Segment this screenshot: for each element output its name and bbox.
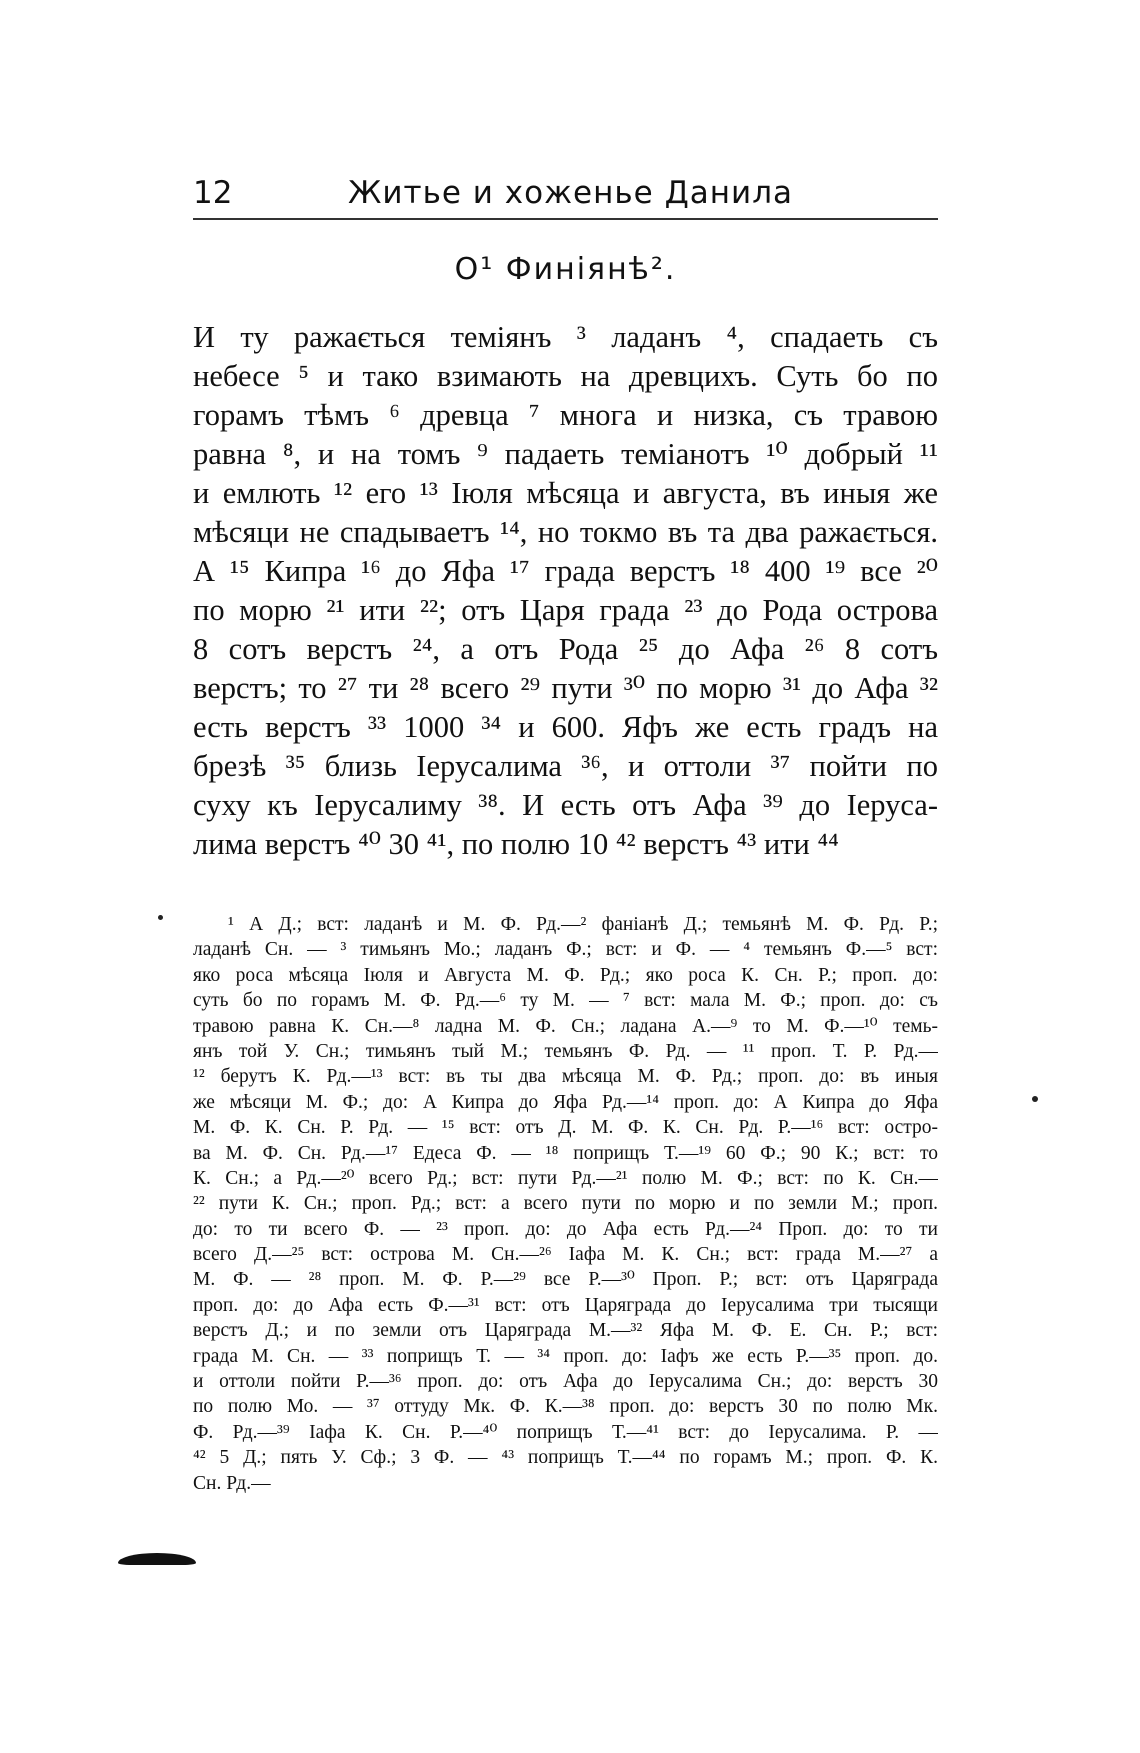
text-line: мѣсяци не спадываетъ ¹⁴, но токмо въ та два ражається. (193, 515, 938, 549)
text-line: есть верстъ ³³ 1000 ³⁴ и 600. Яфъ же есть градъ на (193, 710, 938, 744)
text-line: по морю ²¹ ити ²²; отъ Царя града ²³ до Рода острова (193, 593, 938, 627)
footnote-line: травою равна К. Сн.—⁸ ладна М. Ф. Сн.; ладана А.—⁹ то М. Ф.—¹⁰ темь- (193, 1015, 938, 1037)
running-title: Житье и хоженье Данила (348, 175, 794, 211)
footnote-line: ¹ А Д.; вст: ладанѣ и М. Ф. Рд.—² фаніанѣ Д.; темьянѣ М. Ф. Рд. Р.; (228, 914, 938, 935)
section-heading: О¹ Финіянѣ². (454, 252, 677, 287)
text-line: верстъ; то ²⁷ ти ²⁸ всего ²⁹ пути ³⁰ по морю ³¹ до Афа ³² (193, 671, 938, 705)
ink-speck (1032, 1096, 1038, 1102)
footnote-line: до: то ти всего Ф. — ²³ проп. до: до Афа есть Рд.—²⁴ Проп. до: то ти (193, 1218, 938, 1240)
text-line: небесе ⁵ и тако взимають на древцихъ. Суть бо по (193, 359, 938, 393)
text-line: А ¹⁵ Кипра ¹⁶ до Яфа ¹⁷ града верстъ ¹⁸ 400 ¹⁹ все ²⁰ (193, 554, 938, 588)
ink-smudge (118, 1553, 196, 1565)
text-line: равна ⁸, и на томъ ⁹ падаеть теміанотъ ¹⁰ добрый ¹¹ (193, 437, 938, 471)
main-text (193, 318, 938, 864)
header-rule (193, 218, 938, 220)
footnote-line: Сн. Рд.— (193, 1472, 271, 1494)
running-header (193, 170, 938, 216)
footnote-line: М. Ф. К. Сн. Р. Рд. — ¹⁵ вст: отъ Д. М. Ф. К. Сн. Рд. Р.—¹⁶ вст: остро- (193, 1117, 938, 1139)
footnote-line: верстъ Д.; и по земли отъ Царяграда М.—³² Яфа М. Ф. Е. Сн. Р.; вст: (193, 1320, 938, 1342)
text-line: и емлють ¹² его ¹³ Іюля мѣсяца и августа, въ иныя же (193, 476, 938, 510)
footnote-line: янъ той У. Сн.; тимьянъ тый М.; темьянъ Ф. Рд. — ¹¹ проп. Т. Р. Рд.— (193, 1040, 938, 1062)
footnote-line: К. Сн.; а Рд.—²⁰ всего Рд.; вст: пути Рд.—²¹ полю М. Ф.; вст: по К. Сн.— (193, 1167, 938, 1189)
page-number: 12 (193, 175, 233, 211)
footnote-line: всего Д.—²⁵ вст: острова М. Сн.—²⁶ Іафа М. К. Сн.; вст: града М.—²⁷ а (193, 1244, 938, 1266)
footnote-line: ва М. Ф. Сн. Рд.—¹⁷ Едеса Ф. — ¹⁸ поприщъ Т.—¹⁹ 60 Ф.; 90 К.; вст: то (193, 1142, 938, 1164)
footnote-line: яко роса мѣсяца Іюля и Августа М. Ф. Рд.; яко роса К. Сн. Р.; проп. до: (193, 964, 938, 986)
text-line: 8 сотъ верстъ ²⁴, а отъ Рода ²⁵ до Афа ²⁶ 8 сотъ (193, 632, 938, 666)
footnote-line: М. Ф. — ²⁸ проп. М. Ф. Р.—²⁹ все Р.—³⁰ Проп. Р.; вст: отъ Царяграда (193, 1269, 938, 1291)
ink-speck (158, 915, 163, 920)
footnote-line: ладанѣ Сн. — ³ тимьянъ Мо.; ладанъ Ф.; вст: и Ф. — ⁴ темьянъ Ф.—⁵ вст: (193, 939, 938, 961)
footnote-line: же мѣсяци М. Ф.; до: А Кипра до Яфа Рд.—¹⁴ проп. до: А Кипра до Яфа (193, 1091, 938, 1113)
footnote-line: ²² пути К. Сн.; проп. Рд.; вст: а всего пути по морю и по земли М.; проп. (193, 1193, 938, 1215)
text-line: суху къ Іерусалиму ³⁸. И есть отъ Афа ³⁹ до Іеруса- (193, 788, 938, 822)
footnote-line: проп. до: до Афа есть Ф.—³¹ вст: отъ Царяграда до Іерусалима три тысящи (193, 1294, 938, 1316)
footnote-line: ¹² берутъ К. Рд.—¹³ вст: въ ты два мѣсяца М. Ф. Рд.; проп. до: въ иныя (193, 1066, 938, 1088)
footnote-line: и оттоли пойти Р.—³⁶ проп. до: отъ Афа до Іерусалима Сн.; до: верстъ 30 (193, 1371, 938, 1393)
footnote-line: Ф. Рд.—³⁹ Іафа К. Сн. Р.—⁴⁰ поприщъ Т.—⁴¹ вст: до Іерусалима. Р. — (193, 1421, 938, 1443)
footnote-line: ⁴² 5 Д.; пять У. Сф.; 3 Ф. — ⁴³ поприщъ Т.—⁴⁴ по горамъ М.; проп. Ф. К. (193, 1447, 938, 1469)
footnote-line: по полю Мо. — ³⁷ оттуду Мк. Ф. К.—³⁸ проп. до: верстъ 30 по полю Мк. (193, 1396, 938, 1418)
footnotes (193, 912, 938, 1496)
text-line: горамъ тѣмъ ⁶ древца ⁷ многа и низка, съ травою (193, 398, 938, 432)
footnote-line: града М. Сн. — ³³ поприщъ Т. — ³⁴ проп. до: Іафъ же есть Р.—³⁵ проп. до. (193, 1345, 938, 1367)
footnote-line: суть бо по горамъ М. Ф. Рд.—⁶ ту М. — ⁷ вст: мала М. Ф.; проп. до: съ (193, 990, 938, 1012)
text-line: брезѣ ³⁵ близь Іерусалима ³⁶, и оттоли ³⁷ пойти по (193, 749, 938, 783)
text-line: лима верстъ ⁴⁰ 30 ⁴¹, по полю 10 ⁴² верстъ ⁴³ ити ⁴⁴ (193, 827, 839, 861)
text-line: И ту ражається теміянъ ³ ладанъ ⁴, спадаеть съ (193, 320, 938, 354)
book-page (193, 0, 938, 1753)
